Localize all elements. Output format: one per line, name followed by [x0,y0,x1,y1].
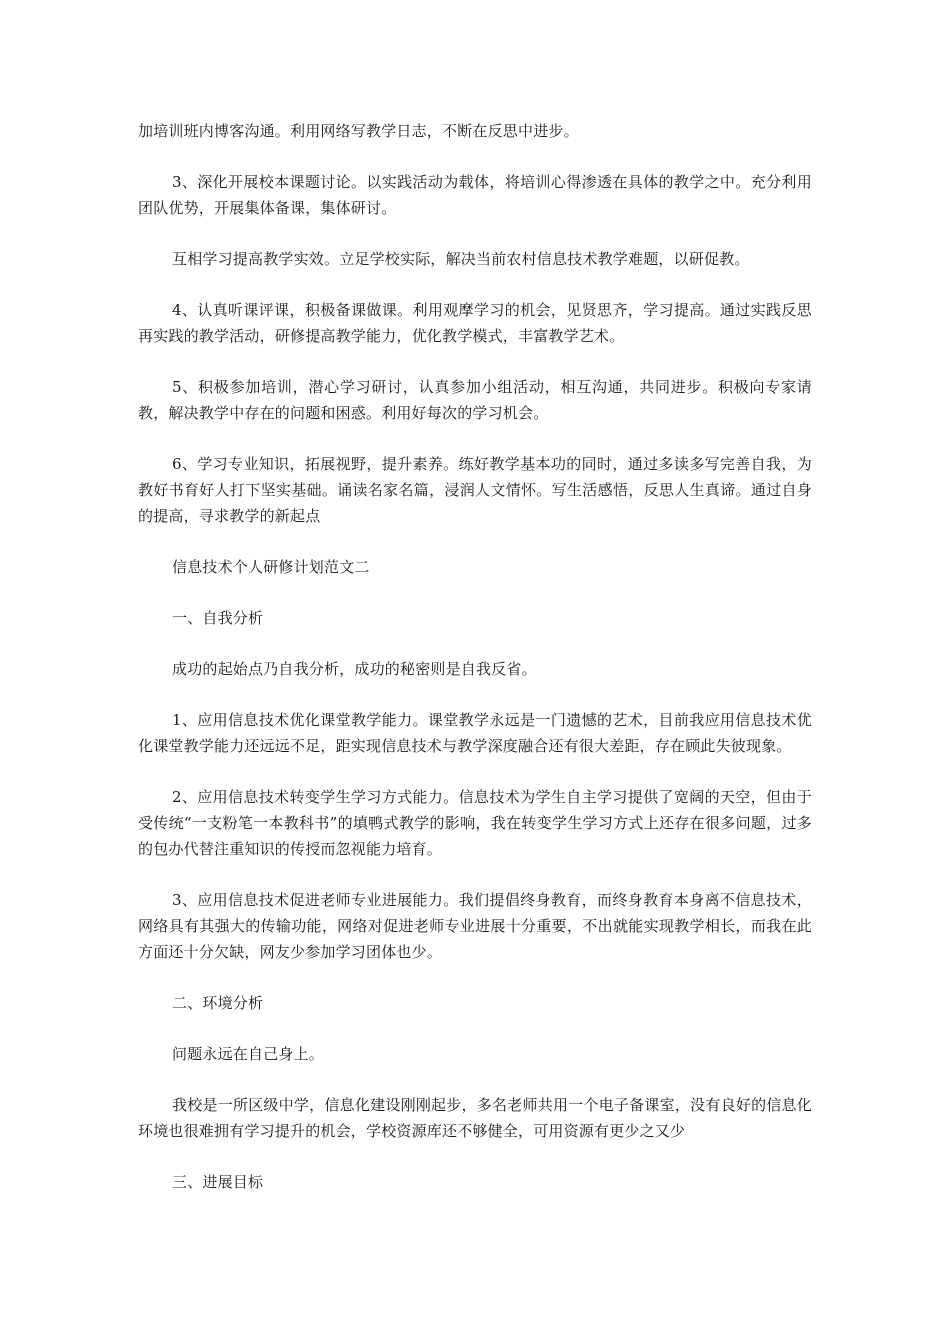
heading-development-goals: 三、进展目标 [172,1173,264,1191]
heading-environment-analysis: 二、环境分析 [172,994,264,1012]
paragraph-analysis-item-2: 2、应用信息技术转变学生学习方式能力。信息技术为学生自主学习提供了宽阔的天空，但由于受传统“一支粉笔一本教科书”的填鸭式教学的影响，我在转变学生学习方式上还存在很多问题，过多的包办代替注重知识的传授而忽视能力培育。 [138,788,812,858]
section-title-sample-two: 信息技术个人研修计划范文二 [172,558,370,576]
paragraph-item-4: 4、认真听课评课，积极备课做课。利用观摩学习的机会，见贤思齐，学习提高。通过实践反思再实践的教学活动，研修提高教学能力，优化教学模式，丰富教学艺术。 [138,301,812,345]
paragraph-continuation: 加培训班内博客沟通。利用网络写教学日志，不断在反思中进步。 [138,122,579,140]
paragraph-item-6: 6、学习专业知识，拓展视野，提升素养。练好教学基本功的同时，通过多读多写完善自我，为教好书育好人打下坚实基础。诵读名家名篇，浸润人文情怀。写生活感悟，反思人生真谛。通过自身的提高，寻求教学的新起点 [138,455,812,525]
paragraph-self-analysis-intro: 成功的起始点乃自我分析，成功的秘密则是自我反省。 [172,660,537,678]
paragraph-item-3: 3、深化开展校本课题讨论。以实践活动为载体，将培训心得渗透在具体的教学之中。充分利用团队优势，开展集体备课，集体研讨。 [138,173,812,217]
paragraph-analysis-item-3: 3、应用信息技术促进老师专业进展能力。我们提倡终身教育，而终身教育本身离不信息技术，网络具有其强大的传输功能，网络对促进老师专业进展十分重要，不出就能实现教学相长，而我在此方面还十分欠缺，网友少参加学习团体也少。 [138,891,812,961]
paragraph-analysis-item-1: 1、应用信息技术优化课堂教学能力。课堂教学永远是一门遗憾的艺术，目前我应用信息技术优化课堂教学能力还远远不足，距实现信息技术与教学深度融合还有很大差距，存在顾此失彼现象。 [138,711,812,755]
document-body [138,118,812,1220]
heading-self-analysis: 一、自我分析 [172,609,264,627]
paragraph-item-5: 5、积极参加培训，潜心学习研讨，认真参加小组活动，相互沟通，共同进步。积极向专家请教，解决教学中存在的问题和困惑。利用好每次的学习机会。 [138,378,812,422]
paragraph-mutual-learning: 互相学习提高教学实效。立足学校实际，解决当前农村信息技术教学难题，以研促教。 [172,250,750,268]
paragraph-environment-detail: 我校是一所区级中学，信息化建设刚刚起步，多名老师共用一个电子备课室，没有良好的信息化环境也很难拥有学习提升的机会，学校资源库还不够健全，可用资源有更少之又少 [138,1096,812,1140]
paragraph-environment-intro: 问题永远在自己身上。 [172,1045,325,1063]
